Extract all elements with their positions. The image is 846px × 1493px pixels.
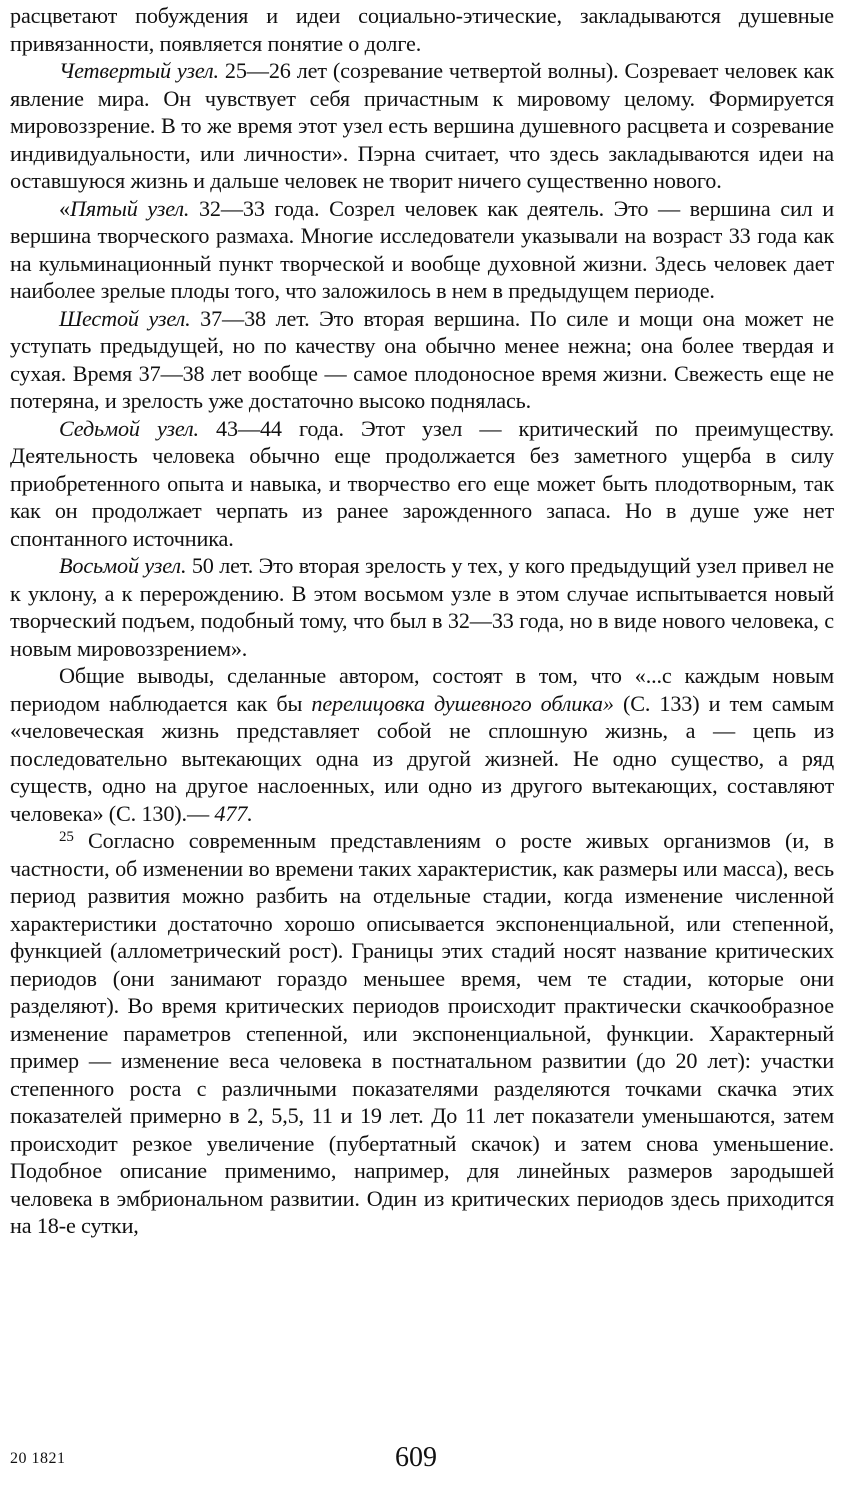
paragraph-node-8 [10, 552, 834, 662]
node-6-text: 37—38 лет. Это вторая вершина. По силе и мощи она может не уступать предыдущей, но по качеству она обычно менее нежна; она более твердая и сухая. Время 37—38 лет вообще — самое плодоносное время жизни. Свежесть еще не потеряна, и зрелость уже достаточно высоко поднялась. [10, 305, 835, 413]
printer-signature: 20 1821 [10, 1450, 66, 1467]
node-5-label: Пятый узел. [69, 195, 190, 221]
node-6-label: Шестой узел. [59, 305, 191, 331]
node-4-label: Четвертый узел. [59, 58, 219, 83]
conclusions-text-b: (С. 133) и тем самым «человеческая жизнь представляет собой не сплошную жизнь, а — цепь из последовательно вытекающих одна из другой жизней. Не одно существо, а ряд существ, одно на другое наслоенных, или одно из другого вытекающих, составляют человека» (С. 130).— [10, 690, 835, 826]
node-8-text: 50 лет. Это вторая зрелость у тех, у кого предыдущий узел привел не к уклону, а к перерождению. В этом восьмом узле в этом случае испытывается новый творческий подъем, подобный тому, что был в 32—33 года, но в виде нового человека, с новым мировоззрением». [10, 553, 834, 661]
open-quote: « [59, 195, 70, 221]
paragraph-node-7 [10, 415, 834, 553]
paragraph-conclusions [10, 662, 834, 827]
conclusions-italic: перелицовка душевного облика» [311, 690, 614, 716]
paragraph-node-6 [10, 305, 834, 415]
document-page [10, 2, 834, 1240]
node-5-text: 32—33 года. Созрел человек как деятель. Это — вершина сил и вершина творческого размаха. Многие исследователи указывали на возраст 33 года как на кульминационный пункт творческой и вообще духовной жизни. Здесь человек дает наиболее зрелые плоды того, что заложилось в нем в предыдущем периоде. [10, 195, 834, 303]
node-7-label: Седьмой узел. [59, 415, 199, 441]
paragraph-1 [10, 2, 834, 57]
paragraph-note-25 [10, 827, 834, 1240]
paragraph-node-5 [10, 195, 834, 305]
page-number: 609 [395, 1442, 437, 1473]
body-text [10, 2, 834, 1240]
paragraph-1-text: расцветают побуждения и идеи социально-этические, закладываются душевные привязанности, появляется понятие о долге. [10, 3, 834, 56]
conclusions-text-a: Общие выводы, сделанные автором, состоят в том, что «...с каждым новым периодом наблюдается как бы [10, 663, 834, 716]
note-25-text: Согласно современным представлениям о росте живых организмов (и, в частности, об изменении во времени таких характеристик, как размеры или масса), весь период развития можно разбить на отдельные стадии, когда изменение численной характеристики достаточно хорошо описывается экспоненциальной, или степенной, функцией (аллометрический рост). Границы этих стадий носят название критических периодов (они занимают гораздо меньшее время, чем те стадии, которые они разделяют). Во время критических периодов происходит практически скачкообразное изменение параметров степенной, или экспоненциальной, функции. Характерный пример — изменение веса человека в постнатальном развитии (до 20 лет): участки степенного роста с различными показателями разделяются точками скачка этих показателей примерно в 2, 5,5, 11 и 19 лет. До 11 лет показатели уменьшаются, затем происходит резкое увеличение (пубертатный скачок) и затем снова уменьшение. Подобное описание применимо, например, для линейных размеров зародышей человека в эмбриональном развитии. Один из критических периодов здесь приходится на 18-е сутки, [10, 828, 834, 1238]
node-4-text: 25—26 лет (созревание четвертой волны). Созревает человек как явление мира. Он чувствует себя причастным к мировому целому. Формируется мировоззрение. В то же время этот узел есть вершина душевного расцвета и созревание индивидуальности, или личности». Пэрна считает, что здесь закладываются идеи на оставшуюся жизнь и дальше человек не творит ничего существенно нового. [10, 58, 834, 193]
paragraph-node-4 [10, 57, 834, 195]
note-number: 25 [59, 829, 74, 845]
page-footer [0, 1440, 846, 1480]
node-8-label: Восьмой узел. [59, 553, 187, 578]
reference-number: 477. [214, 800, 253, 826]
node-7-text: 43—44 года. Этот узел — критический по преимуществу. Деятельность человека обычно еще продолжается без заметного ущерба в силу приобретенного опыта и навыка, и творчество его еще может быть плодотворным, так как он продолжает черпать из ранее зарожденного запаса. Но в душе уже нет спонтанного источника. [10, 415, 834, 551]
